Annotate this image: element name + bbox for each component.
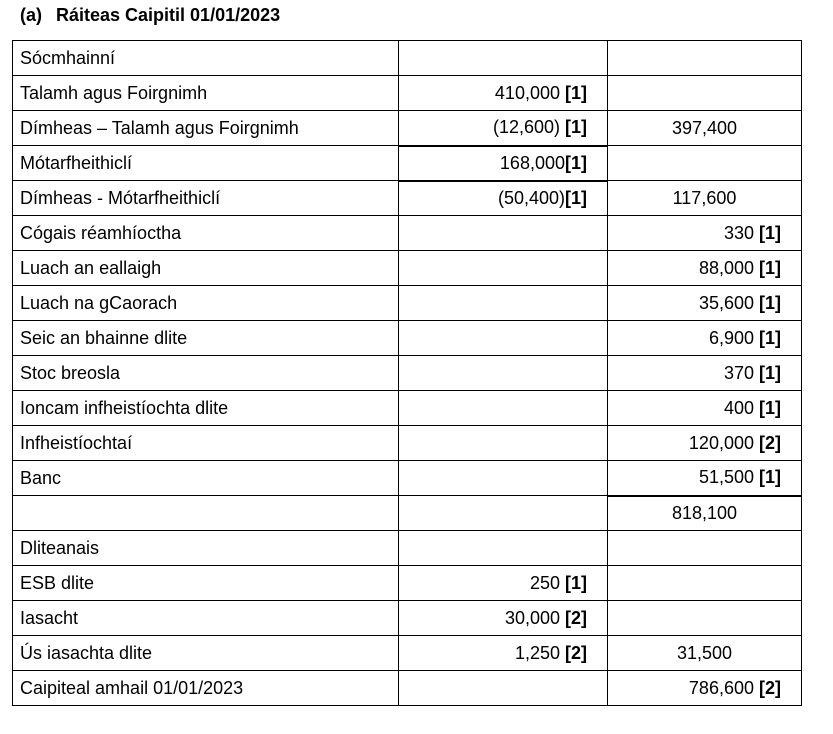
description-text: Dímheas – Talamh agus Foirgnimh: [20, 117, 299, 138]
row-amount-col2: [399, 321, 608, 356]
row-description: [13, 181, 399, 216]
row-description: [13, 76, 399, 111]
row-amount-col2: [399, 286, 608, 321]
row-amount-col2: [399, 461, 608, 496]
marks-badge: [2]: [565, 642, 587, 663]
row-amount-col2: [399, 496, 608, 531]
row-amount-col2: [399, 391, 608, 426]
table-row: [13, 461, 802, 496]
amount-value: 786,600: [688, 677, 759, 698]
row-amount-col2: [399, 566, 608, 601]
amount-value: 168,000: [499, 152, 565, 173]
table-row: [13, 111, 802, 146]
description-text: Dímheas - Mótarfheithiclí: [20, 187, 221, 208]
table-row: [13, 251, 802, 286]
capital-statement-table: [12, 40, 802, 706]
amount-value: 35,600: [698, 292, 759, 313]
marks-badge: [2]: [565, 607, 587, 628]
row-description: [13, 216, 399, 251]
amount-value: 30,000: [504, 607, 565, 628]
row-description: [13, 251, 399, 286]
amount-value: 88,000: [698, 257, 759, 278]
row-amount-col3: [608, 111, 802, 146]
amount-value: 31,500: [676, 642, 733, 663]
table-row: [13, 531, 802, 566]
row-amount-col3: [608, 251, 802, 286]
row-description: [13, 356, 399, 391]
amount-value: 250: [529, 572, 565, 593]
question-label: (a): [20, 5, 42, 25]
amount-value: 6,900: [708, 327, 759, 348]
statement-title: Ráiteas Caipitil 01/01/2023: [56, 5, 281, 25]
amount-value: 330: [723, 222, 759, 243]
amount-value: 117,600: [672, 187, 737, 208]
marks-badge: [1]: [565, 82, 587, 103]
row-amount-col3: [608, 531, 802, 566]
table-row: [13, 391, 802, 426]
description-text: Ús iasachta dlite: [20, 642, 153, 663]
table-row: [13, 76, 802, 111]
table-row: [13, 41, 802, 76]
table-row: [13, 321, 802, 356]
description-text: Mótarfheithiclí: [20, 152, 133, 173]
row-amount-col3: [608, 146, 802, 181]
row-amount-col2: [399, 636, 608, 671]
amount-value: 1,250: [514, 642, 565, 663]
row-amount-col2: [399, 146, 608, 181]
description-text: Caipiteal amhail 01/01/2023: [20, 677, 244, 698]
amount-value: 120,000: [688, 432, 759, 453]
table-row: [13, 671, 802, 706]
statement-heading: [20, 5, 280, 26]
amount-value: (12,600): [492, 117, 565, 138]
marks-badge: [1]: [759, 257, 781, 278]
row-amount-col3: [608, 566, 802, 601]
table-row: [13, 636, 802, 671]
row-description: [13, 426, 399, 461]
marks-badge: [1]: [565, 187, 587, 208]
row-description: [13, 496, 399, 531]
description-text: Luach na gCaorach: [20, 292, 178, 313]
row-description: [13, 531, 399, 566]
row-description: [13, 111, 399, 146]
row-amount-col3: [608, 461, 802, 496]
description-text: ESB dlite: [20, 572, 95, 593]
table-row: [13, 286, 802, 321]
description-text: Banc: [20, 467, 62, 488]
description-text: Stoc breosla: [20, 362, 121, 383]
marks-badge: [1]: [759, 362, 781, 383]
description-text: Talamh agus Foirgnimh: [20, 82, 208, 103]
row-amount-col2: [399, 426, 608, 461]
table-row: [13, 181, 802, 216]
row-amount-col2: [399, 601, 608, 636]
row-amount-col2: [399, 181, 608, 216]
row-amount-col2: [399, 216, 608, 251]
row-amount-col2: [399, 251, 608, 286]
row-amount-col2: [399, 531, 608, 566]
marks-badge: [2]: [759, 677, 781, 698]
description-text: Infheistíochtaí: [20, 432, 133, 453]
description-text: Sócmhainní: [20, 47, 116, 68]
marks-badge: [1]: [565, 152, 587, 173]
table-row: [13, 601, 802, 636]
table-row: [13, 426, 802, 461]
row-amount-col3: [608, 391, 802, 426]
table-row: [13, 216, 802, 251]
row-description: [13, 286, 399, 321]
marks-badge: [1]: [565, 117, 587, 138]
row-amount-col3: [608, 76, 802, 111]
row-amount-col2: [399, 356, 608, 391]
marks-badge: [1]: [759, 467, 781, 488]
description-text: Seic an bhainne dlite: [20, 327, 188, 348]
marks-badge: [1]: [759, 397, 781, 418]
marks-badge: [2]: [759, 432, 781, 453]
description-text: Cógais réamhíoctha: [20, 222, 182, 243]
row-amount-col3: [608, 601, 802, 636]
row-description: [13, 566, 399, 601]
table-row: [13, 356, 802, 391]
row-amount-col3: [608, 41, 802, 76]
row-description: [13, 391, 399, 426]
description-text: Ioncam infheistíochta dlite: [20, 397, 229, 418]
description-text: Dliteanais: [20, 537, 100, 558]
description-text: Iasacht: [20, 607, 79, 628]
row-amount-col3: [608, 216, 802, 251]
row-amount-col3: [608, 426, 802, 461]
row-description: [13, 146, 399, 181]
marks-badge: [1]: [759, 292, 781, 313]
row-amount-col2: [399, 111, 608, 146]
amount-value: 397,400: [671, 117, 738, 138]
row-amount-col3: [608, 671, 802, 706]
amount-value: 818,100: [671, 502, 738, 523]
amount-value: 400: [723, 397, 759, 418]
marks-badge: [1]: [759, 222, 781, 243]
row-description: [13, 41, 399, 76]
row-amount-col3: [608, 286, 802, 321]
row-description: [13, 321, 399, 356]
row-amount-col2: [399, 671, 608, 706]
row-description: [13, 636, 399, 671]
row-amount-col3: [608, 496, 802, 531]
marks-badge: [1]: [759, 327, 781, 348]
amount-value: 410,000: [494, 82, 565, 103]
table-row: [13, 146, 802, 181]
row-description: [13, 601, 399, 636]
row-description: [13, 671, 399, 706]
table-row: [13, 496, 802, 531]
row-amount-col3: [608, 636, 802, 671]
row-amount-col2: [399, 76, 608, 111]
table-row: [13, 566, 802, 601]
amount-value: 51,500: [698, 467, 759, 488]
description-text: Luach an eallaigh: [20, 257, 162, 278]
row-amount-col3: [608, 181, 802, 216]
marks-badge: [1]: [565, 572, 587, 593]
amount-value: (50,400): [497, 187, 565, 208]
row-amount-col3: [608, 356, 802, 391]
row-amount-col3: [608, 321, 802, 356]
row-description: [13, 461, 399, 496]
row-amount-col2: [399, 41, 608, 76]
amount-value: 370: [723, 362, 759, 383]
